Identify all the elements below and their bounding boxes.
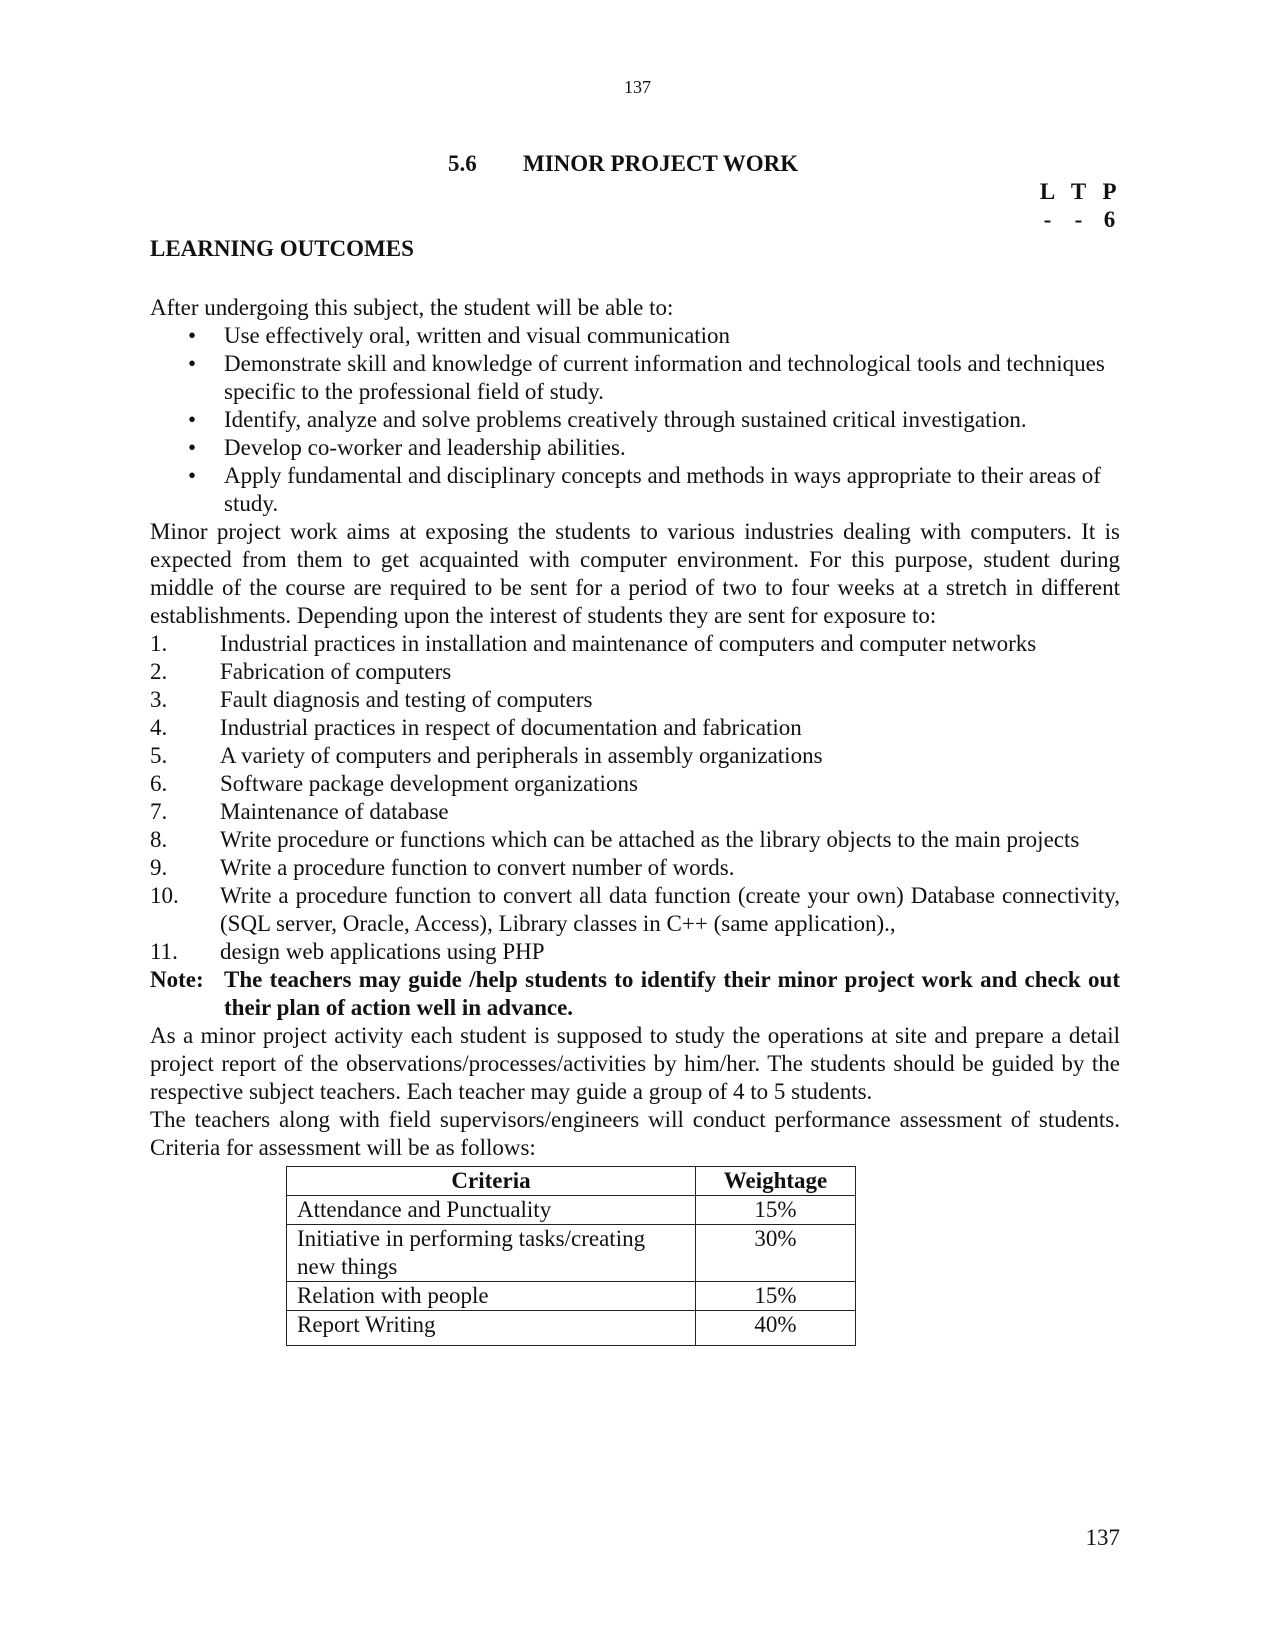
- table-row: [287, 1311, 856, 1346]
- paragraph-exposure: Minor project work aims at exposing the students to various industries dealing with computers. It is expected from them to get acquainted with computer environment. For this purpose, student during middle of the course are required to be sent for a period of two to four weeks at a stretch in different establishments. Depending upon the interest of students they are sent for exposure to:: [150, 519, 1120, 628]
- item-number: 6.: [150, 771, 168, 796]
- criteria-cell: Initiative in performing tasks/creating new things: [287, 1225, 696, 1282]
- ltp-block: [1032, 178, 1125, 234]
- list-item: [150, 938, 1120, 966]
- item-number: 1.: [150, 631, 168, 656]
- item-text: Write a procedure function to convert all data function (create your own) Database connectivity, (SQL server, Oracle, Access), Library classes in C++ (same application).,: [220, 883, 1120, 936]
- ltp-value-t: -: [1074, 207, 1083, 232]
- paragraph-assessment: The teachers along with field supervisors/engineers will conduct performance assessment of students. Criteria for assessment will be as follows:: [150, 1107, 1120, 1160]
- table-header-row: [287, 1167, 856, 1196]
- list-item: [150, 770, 1120, 798]
- item-number: 5.: [150, 743, 168, 768]
- outcome-text: Identify, analyze and solve problems creatively through sustained critical investigation.: [224, 407, 1027, 432]
- item-number: 9.: [150, 855, 168, 880]
- item-number: 11.: [150, 939, 178, 964]
- outcome-text: Develop co-worker and leadership abilities.: [224, 435, 626, 460]
- bullet-icon: •: [188, 407, 197, 432]
- item-number: 2.: [150, 659, 168, 684]
- item-number: 10.: [150, 883, 179, 908]
- item-text: Write a procedure function to convert number of words.: [220, 855, 735, 880]
- weightage-cell: 15%: [696, 1196, 856, 1225]
- list-item: [150, 714, 1120, 742]
- bullet-icon: •: [188, 351, 197, 376]
- table-row: [287, 1196, 856, 1225]
- list-item: [150, 882, 1120, 938]
- criteria-cell: Relation with people: [287, 1282, 696, 1311]
- item-text: Fault diagnosis and testing of computers: [220, 687, 593, 712]
- criteria-cell: Attendance and Punctuality: [287, 1196, 696, 1225]
- weightage-header: Weightage: [696, 1167, 856, 1196]
- page-number-bottom: 137: [1085, 1525, 1120, 1550]
- exposure-list: [150, 630, 1120, 966]
- paragraph-activity: As a minor project activity each student is supposed to study the operations at site and prepare a detail project report of the observations/processes/activities by him/her. The students should be guided by the respective subject teachers. Each teacher may guide a group of 4 to 5 students.: [150, 1023, 1120, 1104]
- outcome-text: Apply fundamental and disciplinary concepts and methods in ways appropriate to their areas of study.: [224, 463, 1101, 516]
- page-number-top: 137: [624, 77, 651, 97]
- ltp-value-l: -: [1043, 207, 1052, 232]
- ltp-header-l: L: [1039, 179, 1056, 204]
- list-item: [150, 854, 1120, 882]
- list-item: [150, 630, 1120, 658]
- item-text: design web applications using PHP: [220, 939, 545, 964]
- bullet-icon: •: [188, 463, 197, 488]
- list-item: [150, 686, 1120, 714]
- section-title: MINOR PROJECT WORK: [523, 151, 799, 176]
- note-text: The teachers may guide /help students to identify their minor project work and check out their plan of action well in advance.: [224, 967, 1120, 1020]
- ltp-value-p: 6: [1103, 207, 1116, 232]
- list-item: [150, 434, 1120, 462]
- item-number: 7.: [150, 799, 168, 824]
- item-text: Industrial practices in respect of documentation and fabrication: [220, 715, 802, 740]
- item-number: 4.: [150, 715, 168, 740]
- note-label: Note:: [150, 967, 204, 992]
- list-item: [150, 826, 1120, 854]
- page-body: [150, 294, 1120, 1346]
- item-text: Write procedure or functions which can be attached as the library objects to the main projects: [220, 827, 1080, 852]
- weightage-cell: 15%: [696, 1282, 856, 1311]
- bullet-icon: •: [188, 435, 197, 460]
- learning-outcomes-title: LEARNING OUTCOMES: [150, 236, 414, 261]
- list-item: [150, 742, 1120, 770]
- table-row: [287, 1225, 856, 1282]
- list-item: [150, 658, 1120, 686]
- ltp-header-p: P: [1102, 179, 1117, 204]
- note-block: [150, 966, 1120, 1022]
- weightage-cell: 30%: [696, 1225, 856, 1282]
- outcome-text: Use effectively oral, written and visual communication: [224, 323, 731, 348]
- bullet-icon: •: [188, 323, 197, 348]
- item-number: 3.: [150, 687, 168, 712]
- criteria-cell: Report Writing: [287, 1311, 696, 1346]
- outcome-text: Demonstrate skill and knowledge of current information and technological tools and techniques specific to the professional field of study.: [224, 351, 1105, 404]
- section-number: 5.6: [448, 151, 477, 176]
- outcomes-list: [150, 322, 1120, 518]
- list-item: [150, 406, 1120, 434]
- list-item: [150, 462, 1120, 518]
- list-item: [150, 350, 1120, 406]
- list-item: [150, 322, 1120, 350]
- section-heading: [448, 150, 798, 178]
- item-text: Maintenance of database: [220, 799, 449, 824]
- ltp-headers: [1032, 178, 1125, 206]
- ltp-values: [1032, 206, 1125, 234]
- weightage-cell: 40%: [696, 1311, 856, 1346]
- ltp-header-t: T: [1070, 179, 1087, 204]
- list-item: [150, 798, 1120, 826]
- item-text: Software package development organizations: [220, 771, 638, 796]
- item-text: Industrial practices in installation and maintenance of computers and computer networks: [220, 631, 1037, 656]
- item-text: Fabrication of computers: [220, 659, 452, 684]
- outcomes-intro: After undergoing this subject, the student will be able to:: [150, 295, 674, 320]
- item-number: 8.: [150, 827, 168, 852]
- criteria-header: Criteria: [287, 1167, 696, 1196]
- table-row: [287, 1282, 856, 1311]
- item-text: A variety of computers and peripherals in assembly organizations: [220, 743, 823, 768]
- criteria-table: [286, 1166, 856, 1346]
